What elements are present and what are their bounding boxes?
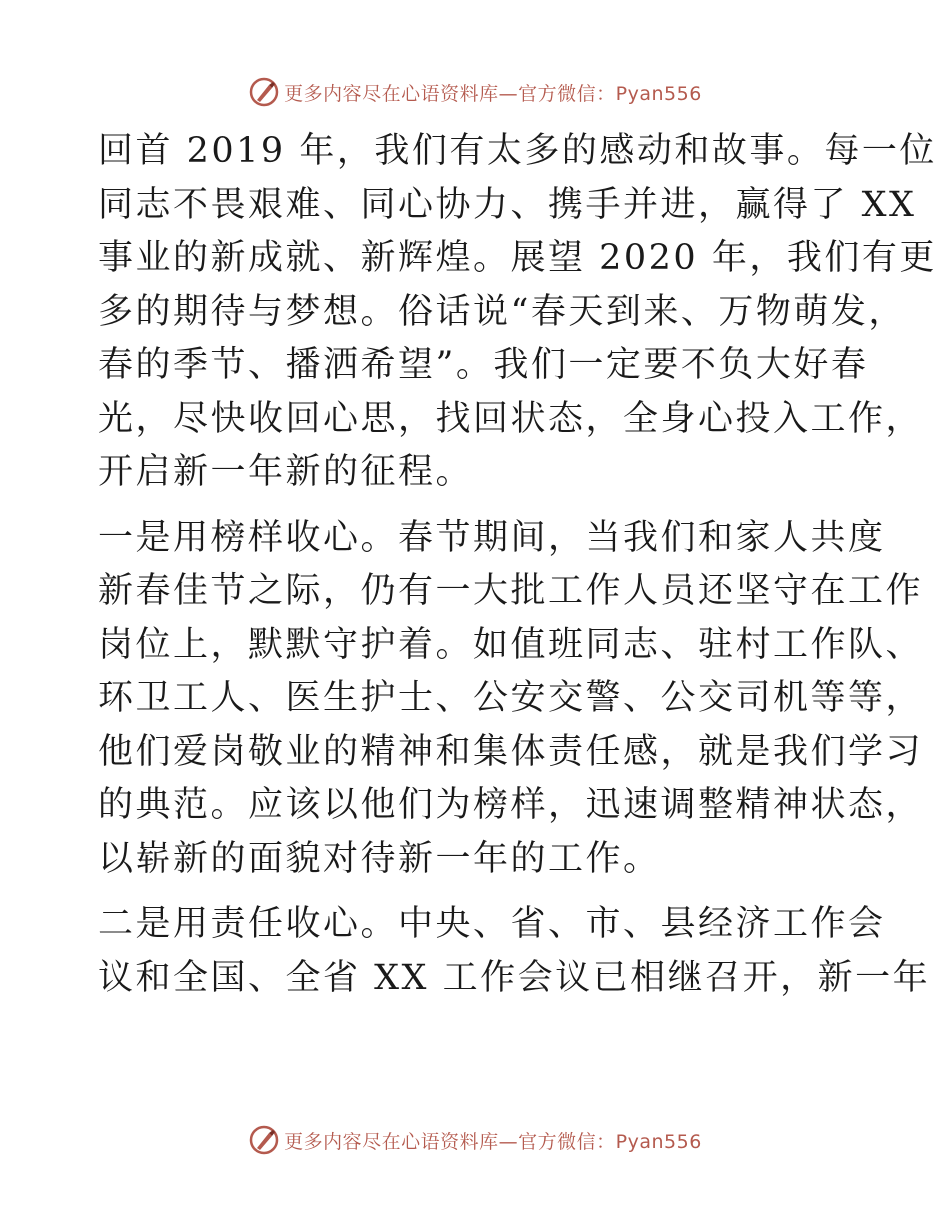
text-line: 岗位上，默默守护着。如值班同志、驻村工作队、 — [98, 624, 924, 665]
pen-logo-icon — [248, 1124, 280, 1156]
text-line: 以崭新的面貌对待新一年的工作。 — [98, 838, 661, 879]
paragraph-intro — [98, 125, 937, 500]
text-line: 事业的新成就、新辉煌。展望 2020 年，我们有更 — [98, 238, 937, 278]
text-line: 议和全国、全省 XX 工作会议已相继召开，新一年 — [98, 957, 931, 998]
text-line: 一是用榜样收心。春节期间，当我们和家人共度 — [98, 517, 886, 558]
paragraph-responsibility — [98, 898, 931, 1005]
pen-logo-icon — [248, 76, 280, 108]
text-line: 环卫工人、医生护士、公安交警、公交司机等等， — [98, 678, 924, 718]
header-watermark-text: 更多内容尽在心语资料库—官方微信：Pyan556 — [284, 82, 702, 105]
text-line: 的典范。应该以他们为榜样，迅速调整精神状态， — [98, 785, 924, 825]
text-line: 春的季节、播洒希望”。我们一定要不负大好春 — [98, 345, 869, 385]
document-body — [98, 125, 937, 1017]
text-line: 多的期待与梦想。俗话说“春天到来、万物萌发， — [98, 291, 906, 332]
header-watermark-banner — [0, 72, 950, 112]
text-line: 回首 2019 年，我们有太多的感动和故事。每一位 — [98, 131, 937, 171]
text-line: 开启新一年新的征程。 — [98, 452, 474, 492]
text-line: 二是用责任收心。中央、省、市、县经济工作会 — [98, 904, 886, 944]
text-line: 新春佳节之际，仍有一大批工作人员还坚守在工作 — [98, 571, 924, 611]
text-line: 他们爱岗敬业的精神和集体责任感，就是我们学习 — [98, 731, 924, 772]
paragraph-role-models — [98, 512, 924, 887]
footer-watermark-text: 更多内容尽在心语资料库—官方微信：Pyan556 — [284, 1130, 702, 1153]
footer-watermark-banner — [0, 1120, 950, 1160]
text-line: 同志不畏艰难、同心协力、携手并进，赢得了 XX — [98, 184, 917, 225]
text-line: 光，尽快收回心思，找回状态，全身心投入工作， — [98, 398, 924, 439]
